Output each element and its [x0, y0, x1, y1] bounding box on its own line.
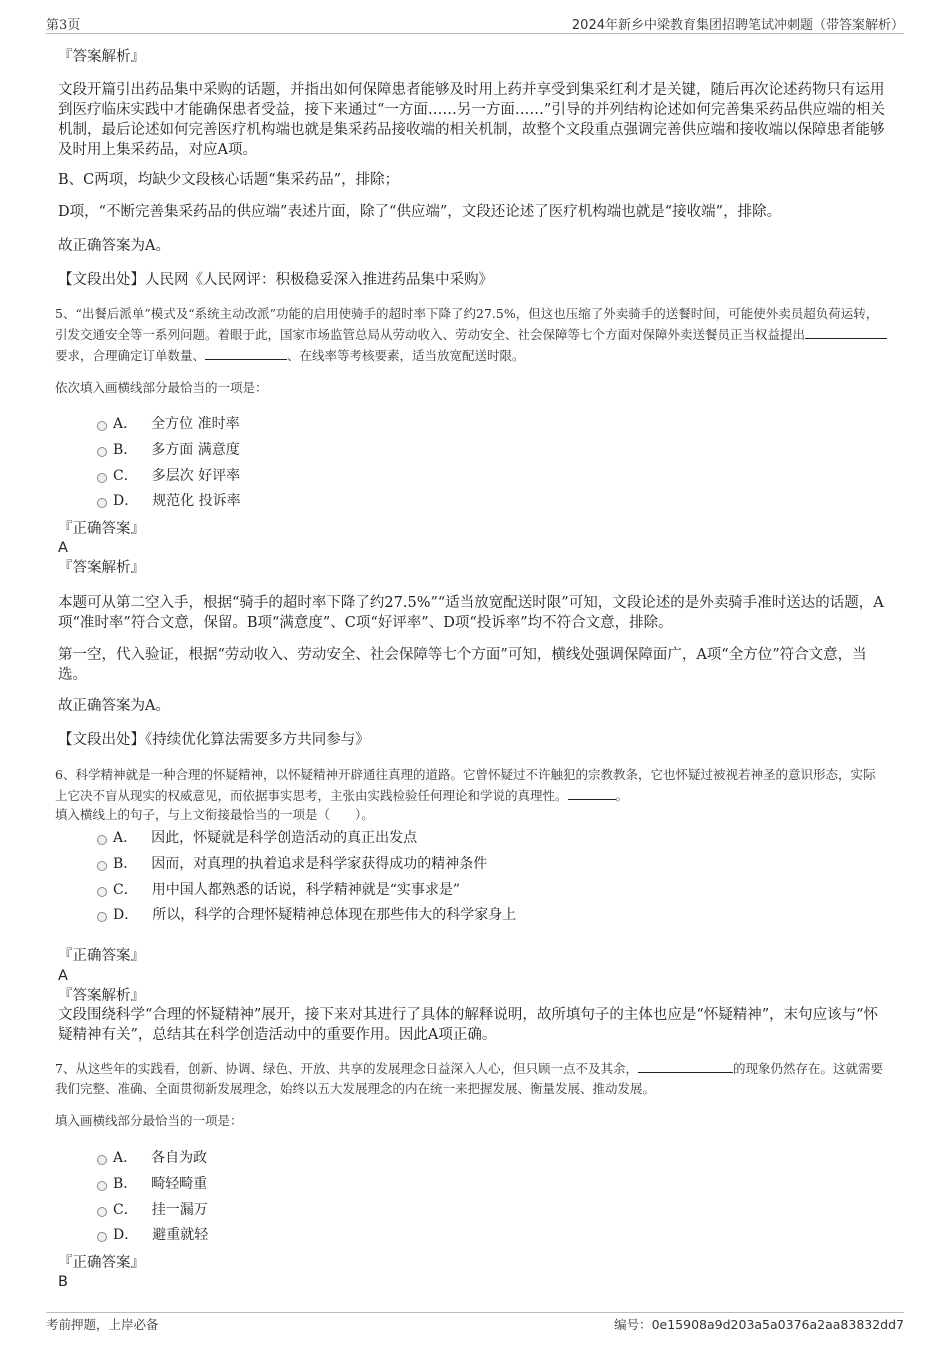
q7-blank	[638, 1058, 733, 1073]
q6-answer-label: 『正确答案』	[58, 948, 145, 964]
q5-analysis-paragraph-1: 本题可从第二空入手，根据“骑手的超时率下降了约27.5%”“适当放宽配送时限”可知，文段论述的是外卖骑手准时送达的话题，A项“准时率”符合文意，保留。B项“满意度”、C项“好评率”、D项“投诉率”均不符合文意，排除。	[58, 595, 884, 631]
q5-analysis-paragraph-2: 第一空，代入验证，根据“劳动收入、劳动安全、社会保障等七个方面”可知，横线处强调保障面广，A项“全方位”符合文意，当选。	[58, 647, 867, 683]
q7-option-c[interactable]: C． 挂一漏万	[113, 1202, 208, 1218]
q5-option-c[interactable]: C． 多层次 好评率	[113, 468, 241, 484]
q5-option-b[interactable]: B． 多方面 满意度	[113, 442, 240, 458]
header-divider	[46, 33, 904, 34]
q5-option-d-radio[interactable]	[97, 498, 107, 508]
q6-analysis-paragraph-1: 文段围绕科学“合理的怀疑精神”展开，接下来对其进行了具体的解释说明，故所填句子的主体也应是“怀疑精神”，末句应该与“怀疑精神有关”，总结其在科学创造活动中的重要作用。因此A项正确。	[58, 1007, 879, 1043]
q7-option-c-radio[interactable]	[97, 1207, 107, 1217]
q5-answer-label: 『正确答案』	[58, 521, 145, 537]
q4-analysis-paragraph-3: D项，“不断完善集采药品的供应端”表述片面，除了“供应端”，文段还论述了医疗机构端也就是“接收端”，排除。	[58, 204, 782, 220]
q4-analysis-label: 『答案解析』	[58, 49, 145, 65]
q7-option-a-radio[interactable]	[97, 1155, 107, 1165]
footer-slogan: 考前押题，上岸必备	[46, 1317, 159, 1332]
footer-divider	[46, 1312, 904, 1313]
q6-option-c[interactable]: C． 用中国人都熟悉的话说，科学精神就是“实事求是”	[113, 882, 461, 898]
q6-prompt: 填入横线上的句子，与上文衔接最恰当的一项是（ ）。	[55, 807, 374, 822]
q5-option-c-radio[interactable]	[97, 473, 107, 483]
q7-stem: 7、从这些年的实践看，创新、协调、绿色、开放、共享的发展理念日益深入人心，但只顾一点不及其余， 的现象仍然存在。这就需要我们完整、准确、全面贯彻新发展理念，始终以五大发展理念的内在统一来把握发展、衡量发展、推动发展。	[55, 1058, 887, 1099]
q6-blank	[568, 785, 616, 800]
q5-prompt: 依次填入画横线部分最恰当的一项是：	[55, 380, 268, 395]
q5-option-a[interactable]: A． 全方位 准时率	[113, 416, 240, 432]
q4-analysis-paragraph-2: B、C两项，均缺少文段核心话题“集采药品”，排除；	[58, 172, 400, 188]
q5-source: 【文段出处】《持续优化算法需要多方共同参与》	[58, 732, 370, 748]
q6-option-a[interactable]: A． 因此，怀疑就是科学创造活动的真正出发点	[113, 830, 418, 846]
q5-answer: A	[58, 540, 68, 556]
q6-stem: 6、科学精神就是一种合理的怀疑精神，以怀疑精神开辟通往真理的道路。它曾怀疑过不许触犯的宗教教条，它也怀疑过被视若神圣的意识形态，实际上它决不盲从现实的权威意见，而依据事实思考，主张由实践检验任何理论和学说的真理性。 。	[55, 767, 876, 803]
page-number: 第3页	[46, 18, 81, 33]
q6-option-a-radio[interactable]	[97, 835, 107, 845]
q7-answer: B	[58, 1274, 68, 1290]
q7-option-d[interactable]: D． 避重就轻	[113, 1227, 209, 1243]
q6-option-d-radio[interactable]	[97, 912, 107, 922]
q5-option-b-radio[interactable]	[97, 447, 107, 457]
q5-analysis-label: 『答案解析』	[58, 560, 145, 576]
q5-stem: 5、“出餐后派单”模式及“系统主动改派”功能的启用使骑手的超时率下降了约27.5%，但这也压缩了外卖骑手的送餐时间，可能使外卖员超负荷运转，引发交通安全等一系列问题。着眼于此，国家市场监管总局从劳动收入、劳动安全、社会保障等七个方面对保障外卖送餐员正当权益提出要求，合理确定订单数量、 、在线率等考核要素，适当放宽配送时限。	[55, 304, 887, 366]
q7-option-b-radio[interactable]	[97, 1181, 107, 1191]
q5-blank-1	[805, 324, 887, 339]
q5-conclusion: 故正确答案为A。	[58, 698, 170, 714]
q5-option-d[interactable]: D． 规范化 投诉率	[113, 493, 241, 509]
q7-option-a[interactable]: A． 各自为政	[113, 1150, 208, 1166]
q4-analysis-paragraph-1: 文段开篇引出药品集中采购的话题，并指出如何保障患者能够及时用上药并享受到集采红利才是关键，随后再次论述药物只有运用到医疗临床实践中才能确保患者受益，接下来通过“一方面……另一方面……”引导的并列结构论述如何完善集采药品供应端的相关机制，最后论述如何完善医疗机构端也就是集采药品接收端的相关机制，故整个文段重点强调完善供应端和接收端以保障患者能够及时用上集采药品，对应A项。	[58, 82, 885, 158]
q7-answer-label: 『正确答案』	[58, 1255, 145, 1271]
q6-option-b[interactable]: B． 因而，对真理的执着追求是科学家获得成功的精神条件	[113, 856, 488, 872]
q6-analysis-label: 『答案解析』	[58, 988, 145, 1004]
q4-source: 【文段出处】人民网《人民网评：积极稳妥深入推进药品集中采购》	[58, 272, 493, 288]
q7-option-b[interactable]: B． 畸轻畸重	[113, 1176, 208, 1192]
q6-answer: A	[58, 968, 68, 984]
q6-option-d[interactable]: D． 所以，科学的合理怀疑精神总体现在那些伟大的科学家身上	[113, 907, 517, 923]
q6-option-c-radio[interactable]	[97, 887, 107, 897]
q5-blank-2	[205, 345, 287, 360]
q5-option-a-radio[interactable]	[97, 421, 107, 431]
document-title: 2024年新乡中梁教育集团招聘笔试冲刺题（带答案解析）	[571, 18, 904, 33]
q7-option-d-radio[interactable]	[97, 1232, 107, 1242]
footer-code: 编号：0e15908a9d203a5a0376a2aa83832dd7	[614, 1317, 904, 1332]
q6-option-b-radio[interactable]	[97, 861, 107, 871]
q4-conclusion: 故正确答案为A。	[58, 238, 170, 254]
q7-prompt: 填入画横线部分最恰当的一项是：	[55, 1113, 243, 1128]
